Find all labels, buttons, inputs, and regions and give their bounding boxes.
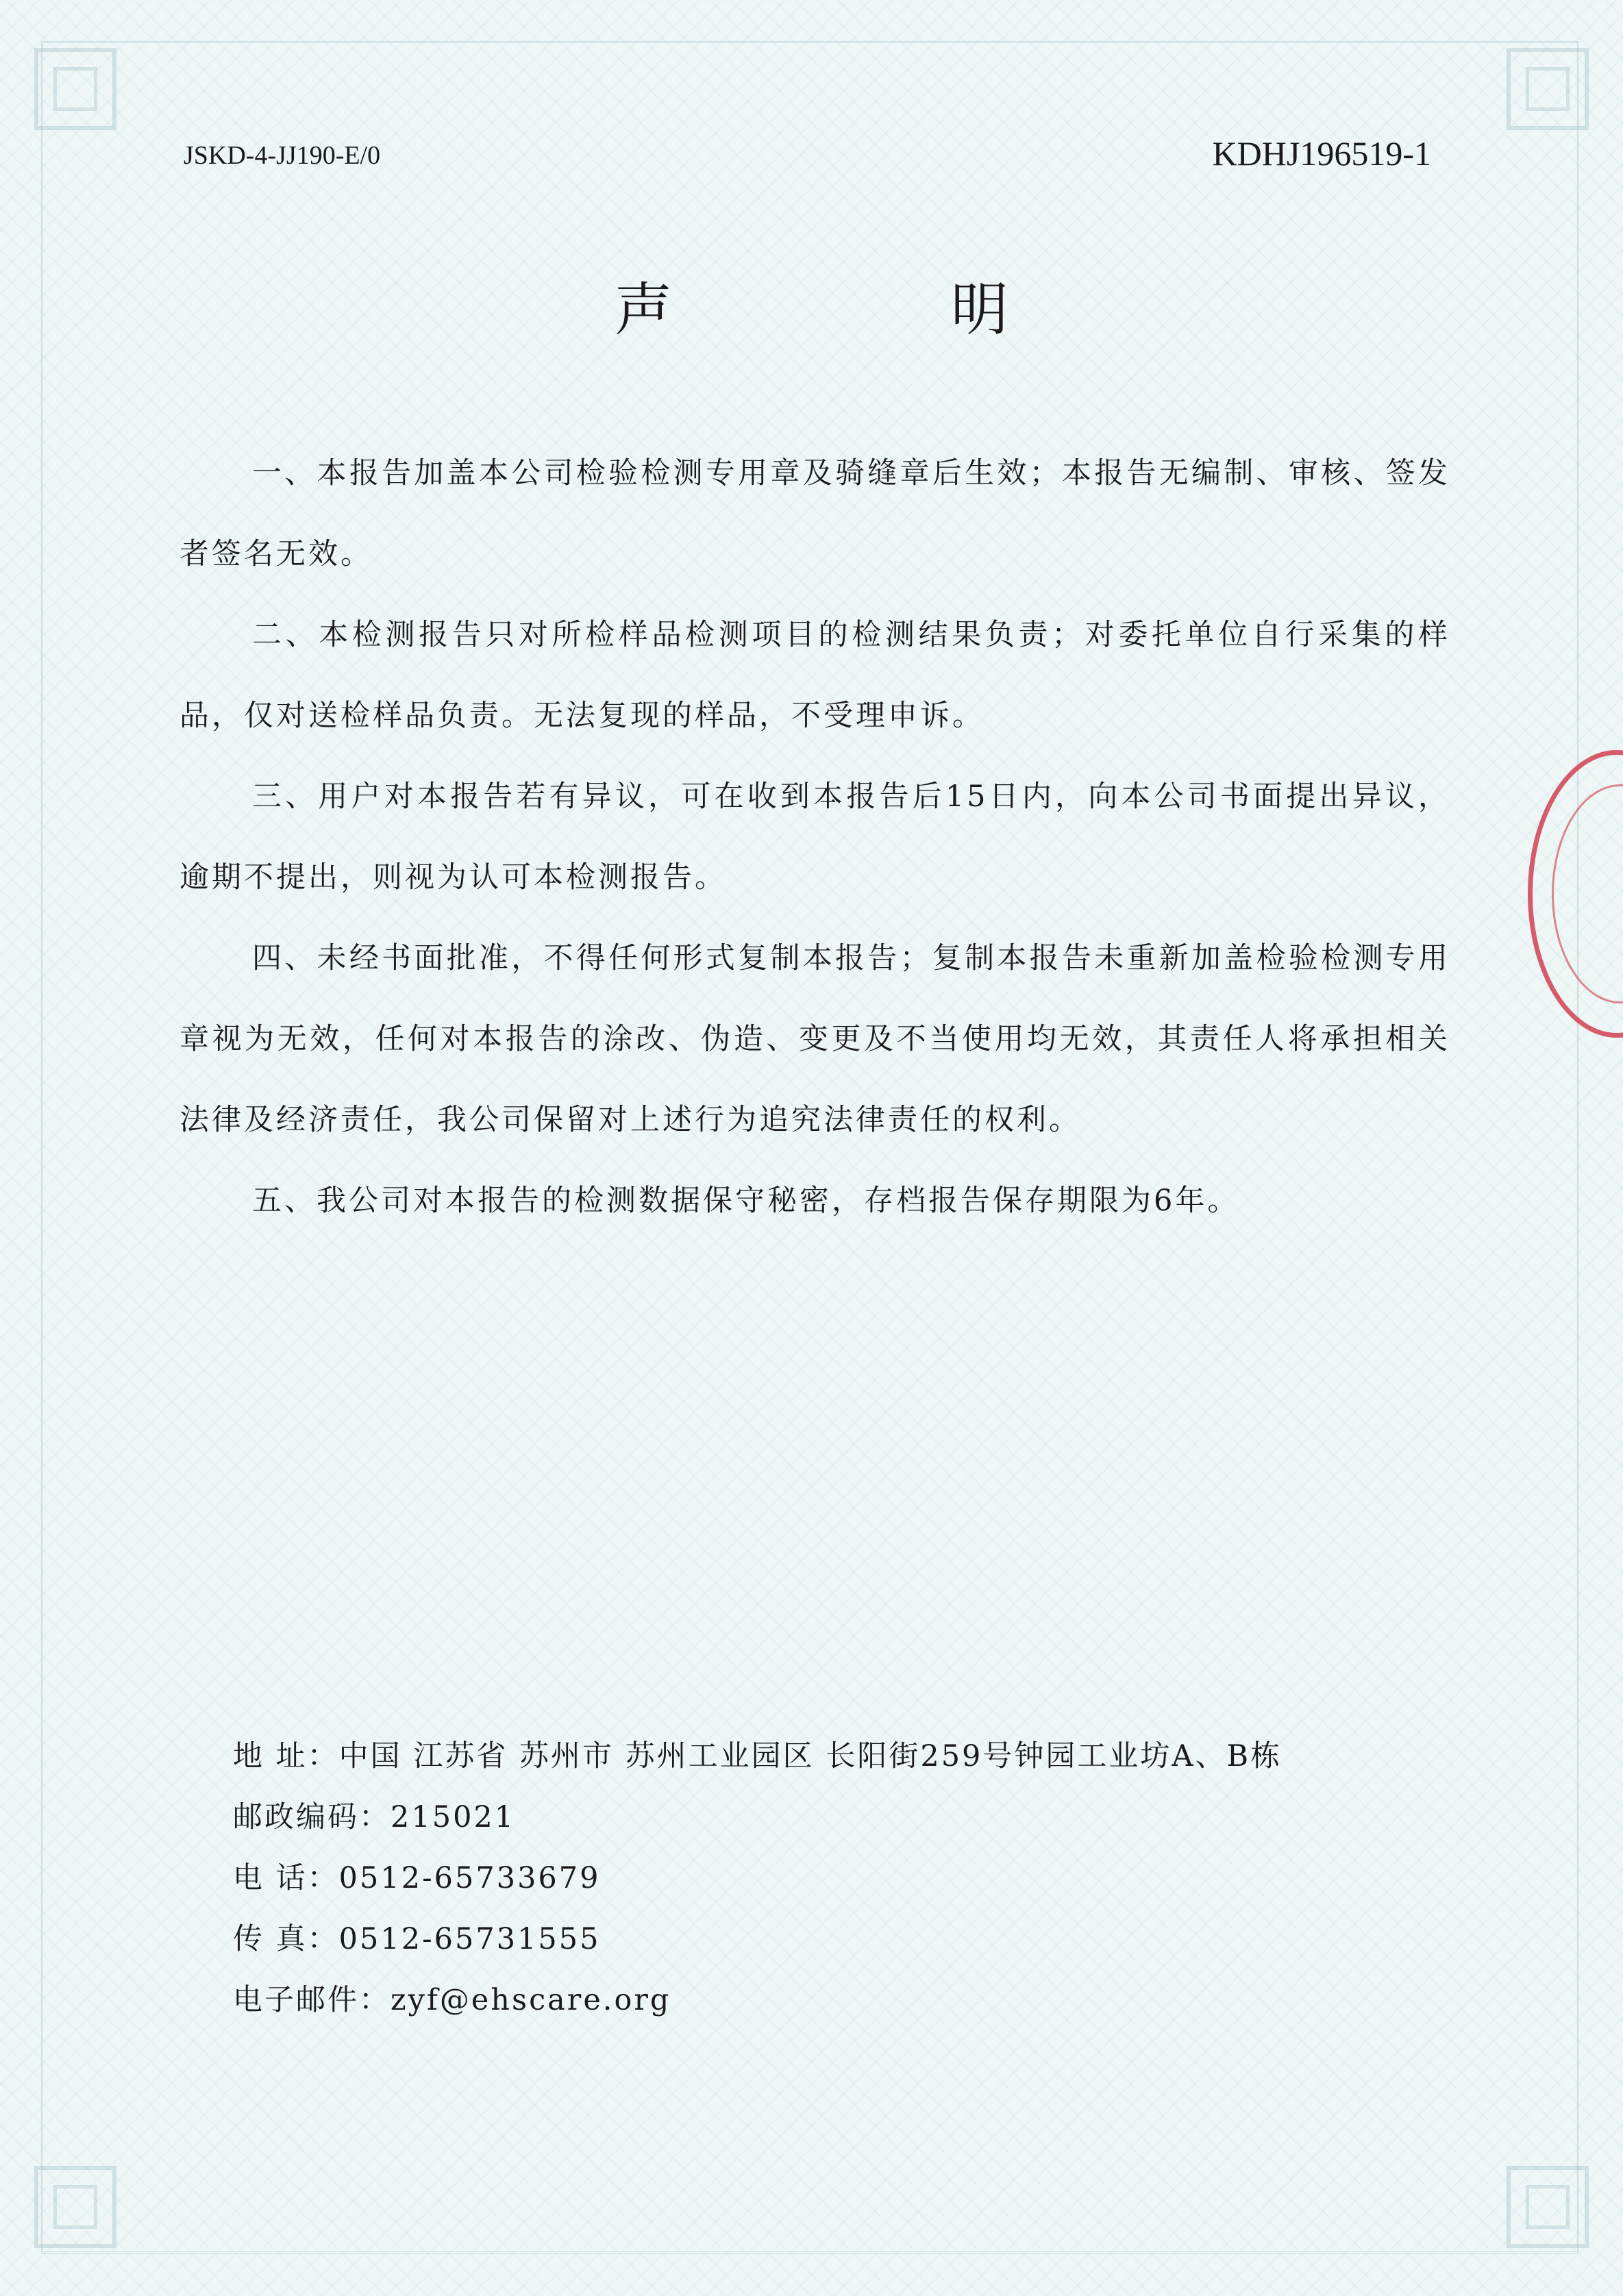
fax-row [233, 1909, 1282, 1970]
phone-row [233, 1848, 1282, 1909]
clause-1: 一、本报告加盖本公司检验检测专用章及骑缝章后生效；本报告无编制、审核、签发者签名无效。 [179, 456, 1450, 571]
clause-5: 五、我公司对本报告的检测数据保守秘密，存档报告保存期限为6年。 [252, 1184, 1240, 1218]
postcode-row [233, 1787, 1282, 1848]
corner-ornament-bottom-right [1507, 2166, 1589, 2248]
email-row [233, 1970, 1282, 2031]
corner-ornament-top-left [34, 48, 116, 130]
clause-4: 四、未经书面批准，不得任何形式复制本报告；复制本报告未重新加盖检验检测专用章视为无效，任何对本报告的涂改、伪造、变更及不当使用均无效，其责任人将承担相关法律及经济责任，我公司保留对上述行为追究法律责任的权利。 [179, 941, 1450, 1137]
page-title: 声 明 [615, 276, 1139, 343]
clause-3: 三、用户对本报告若有异议，可在收到本报告后15日内，向本公司书面提出异议，逾期不提出，则视为认可本检测报告。 [179, 779, 1450, 895]
phone-value: 0512-65733679 [338, 1861, 601, 1895]
fax-label: 传 真： [233, 1922, 339, 1956]
email-label: 电子邮件： [233, 1983, 391, 2017]
fax-value: 0512-65731555 [338, 1922, 601, 1956]
corner-ornament-top-right [1507, 48, 1589, 130]
postcode-label: 邮政编码： [233, 1800, 391, 1834]
report-number: KDHJ196519-1 [1212, 134, 1431, 173]
clause-2: 二、本检测报告只对所检样品检测项目的检测结果负责；对委托单位自行采集的样品，仅对送检样品负责。无法复现的样品，不受理申诉。 [179, 618, 1450, 733]
document-code: JSKD-4-JJ190-E/0 [184, 141, 381, 170]
postcode-value: 215021 [391, 1800, 516, 1834]
contact-block [233, 1726, 1282, 2031]
phone-label: 电 话： [233, 1861, 339, 1895]
address-value: 中国 江苏省 苏州市 苏州工业园区 长阳街259号钟园工业坊A、B栋 [338, 1739, 1283, 1773]
corner-ornament-bottom-left [34, 2166, 116, 2248]
address-row [233, 1726, 1282, 1787]
address-label: 地 址： [233, 1739, 339, 1773]
email-value: zyf@ehscare.org [391, 1983, 671, 2017]
statement-clauses [179, 433, 1450, 1241]
